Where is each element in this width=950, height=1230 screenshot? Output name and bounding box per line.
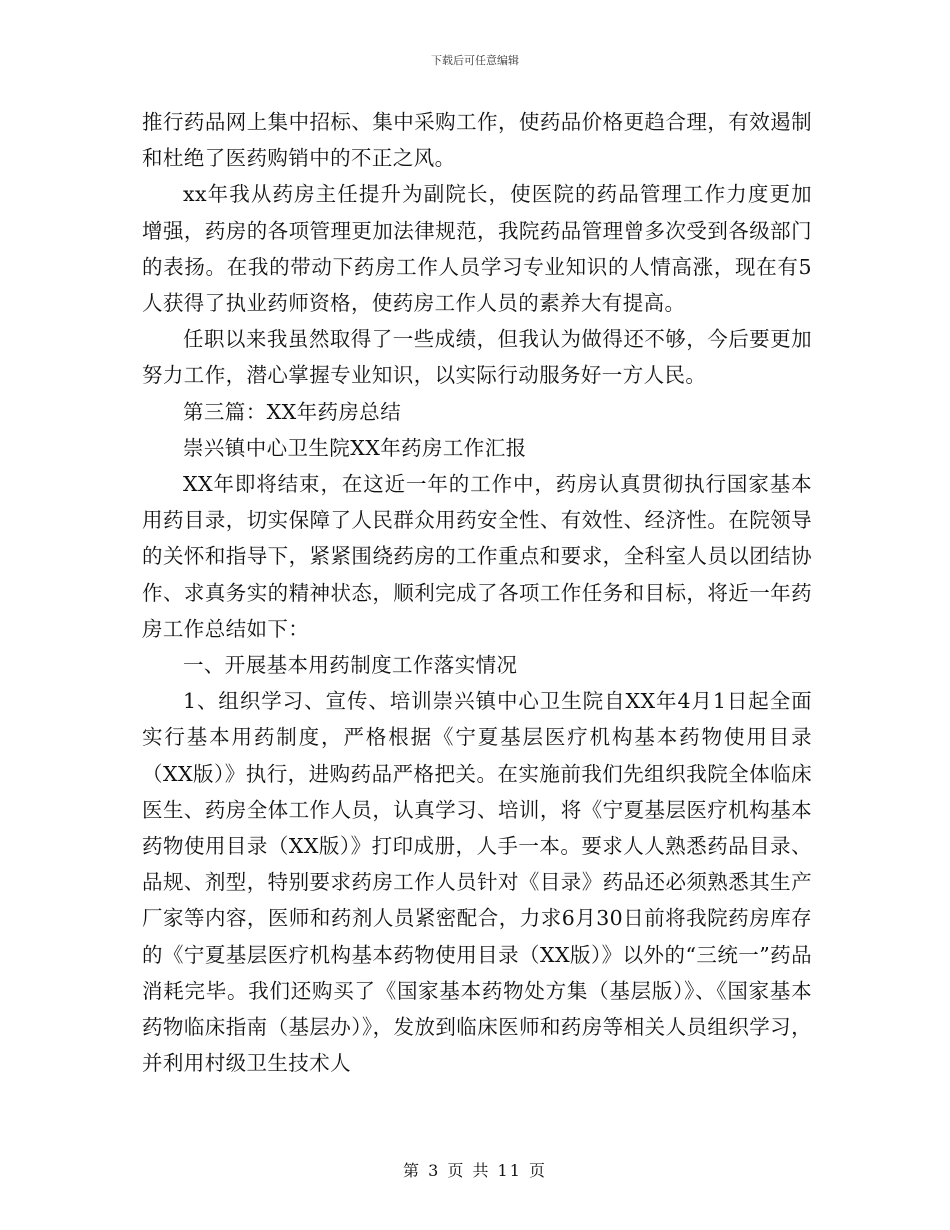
paragraph: xx年我从药房主任提升为副院长，使医院的药品管理工作力度更加增强，药房的各项管理更加法律规范，我院药品管理曾多次受到各级部门的表扬。在我的带动下药房工作人员学习专业知识的人情高涨，现在有5人获得了执业药师资格，使药房工作人员的素养大有提高。: [142, 182, 812, 316]
report-title: 崇兴镇中心卫生院XX年药房工作汇报: [183, 435, 527, 460]
paragraph: 推行药品网上集中招标、集中采购工作，使药品价格更趋合理，有效遏制和杜绝了医药购销中的不正之风。: [142, 110, 812, 171]
page-footer: 第 3 页 共 11 页: [403, 1161, 547, 1180]
page-header: 下载后可任意编辑: [431, 54, 519, 67]
section-title: 第三篇：XX年药房总结: [183, 399, 402, 424]
paragraph: 任职以来我虽然取得了一些成绩，但我认为做得还不够，今后要更加努力工作，潜心掌握专业知识，以实际行动服务好一方人民。: [142, 327, 812, 388]
paragraph: 1、组织学习、宣传、培训崇兴镇中心卫生院自XX年4月1日起全面实行基本用药制度，严格根据《宁夏基层医疗机构基本药物使用目录（XX版）》执行，进购药品严格把关。在实施前我们先组织我院全体临床医生、药房全体工作人员，认真学习、培训，将《宁夏基层医疗机构基本药物使用目录（XX版）》打印成册，人手一本。要求人人熟悉药品目录、品规、剂型，特别要求药房工作人员针对《目录》药品还必须熟悉其生产厂家等内容，医师和药剂人员紧密配合，力求6月30日前将我院药房库存的《宁夏基层医疗机构基本药物使用目录（XX版）》以外的“三统一”药品消耗完毕。我们还购买了《国家基本药物处方集（基层版）》、《国家基本药物临床指南（基层办）》，发放到临床医师和药房等相关人员组织学习，并利用村级卫生技术人: [142, 689, 812, 1076]
document-body: [142, 104, 812, 1081]
section-heading: 一、开展基本用药制度工作落实情况: [183, 653, 518, 678]
paragraph: XX年即将结束，在这近一年的工作中，药房认真贯彻执行国家基本用药目录，切实保障了人民群众用药安全性、有效性、经济性。在院领导的关怀和指导下，紧紧围绕药房的工作重点和要求，全科室人员以团结协作、求真务实的精神状态，顺利完成了各项工作任务和目标，将近一年药房工作总结如下：: [142, 472, 812, 641]
